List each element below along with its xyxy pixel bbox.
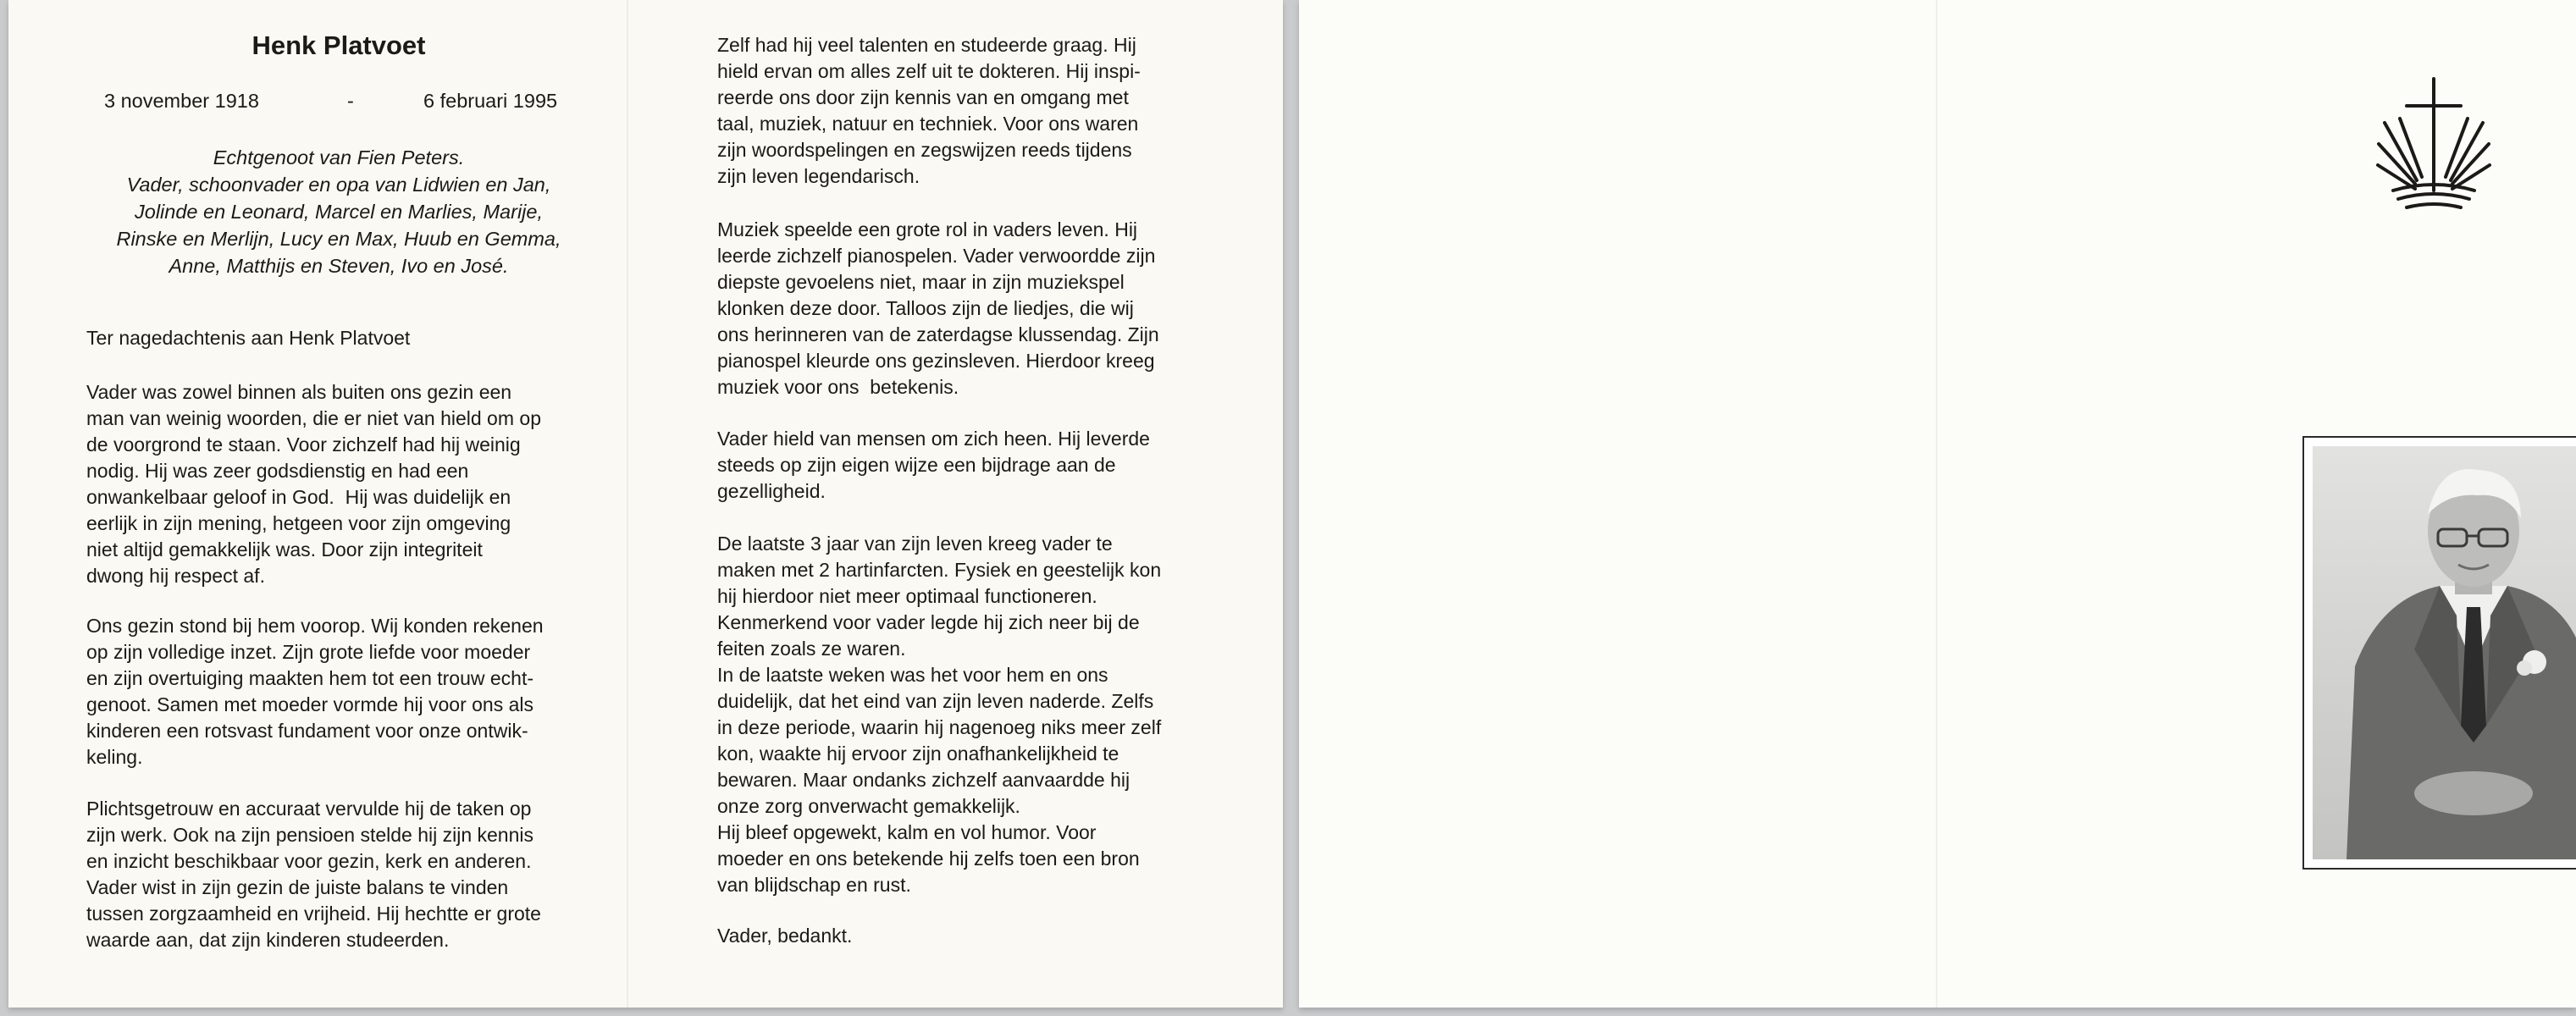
paragraph-line: dwong hij respect af. [86,565,265,587]
paragraph-line: feiten zoals ze waren. [717,638,906,660]
memorial-heading: Ter nagedachtenis aan Henk Platvoet [86,327,411,349]
card-fold [1936,0,1938,1008]
paragraph-line: gezelligheid. [717,480,826,502]
paragraph-line: Zelf had hij veel talenten en studeerde graag. Hij [717,34,1136,56]
paragraph-line: van blijdschap en rust. [717,874,911,896]
family-line: Jolinde en Leonard, Marcel en Marlies, Marije, [135,201,543,223]
paragraph-line: hield ervan om alles zelf uit te dokteren. Hij inspi- [717,60,1141,82]
paragraph-line: en inzicht beschikbaar voor gezin, kerk en anderen. [86,850,532,872]
paragraph-line: nodig. Hij was zeer godsdienstig en had een [86,460,469,482]
paragraph-line: Ons gezin stond bij hem voorop. Wij konden rekenen [86,615,544,637]
closing-line: Vader, bedankt. [717,925,853,947]
paragraph-line: De laatste 3 jaar van zijn leven kreeg vader te [717,533,1113,555]
family-list [8,144,669,279]
paragraph-line: diepste gevoelens niet, maar in zijn muziekspel [717,271,1125,293]
date-separator: - [347,90,354,112]
paragraph-line: en zijn overtuiging maakten hem tot een trouw echt- [86,667,534,689]
paragraph-line: Muziek speelde een grote rol in vaders leven. Hij [717,218,1138,240]
paragraph-line: Hij bleef opgewekt, kalm en vol humor. Voor [717,821,1097,843]
memorial-card-outside [1299,0,2576,1008]
paragraph-line: keling. [86,746,143,768]
paragraph-line: Vader hield van mensen om zich heen. Hij leverde [717,428,1150,450]
family-line: Echtgenoot van Fien Peters. [213,146,465,168]
paragraph-line: zijn leven legendarisch. [717,165,920,187]
family-line: Anne, Matthijs en Steven, Ivo en José. [169,255,509,277]
paragraph-line: de voorgrond te staan. Voor zichzelf had hij weinig [86,433,521,456]
paragraph-line: onze zorg onverwacht gemakkelijk. [717,795,1020,817]
paragraph-line: reerde ons door zijn kennis van en omgang met [717,86,1129,108]
paragraph-line: eerlijk in zijn mening, hetgeen voor zijn omgeving [86,512,511,534]
paragraph-line: moeder en ons betekende hij zelfs toen een bron [717,848,1140,870]
paragraph-line: in deze periode, waarin hij nagenoeg niks meer zelf [717,716,1162,738]
paragraph-line: hij hierdoor niet meer optimaal functioneren. [717,585,1097,607]
paragraph-line: man van weinig woorden, die er niet van hield om op [86,407,541,429]
paragraph-line: kinderen een rotsvast fundament voor onze ontwik- [86,720,528,742]
paragraph-line: waarde aan, dat zijn kinderen studeerden. [86,929,450,951]
paragraph-line: Vader wist in zijn gezin de juiste balans te vinden [86,876,509,898]
paragraph-line: taal, muziek, natuur en techniek. Voor ons waren [717,113,1139,135]
deceased-name: Henk Platvoet [252,30,426,60]
paragraph-line: muziek voor ons betekenis. [717,376,959,398]
death-date: 6 februari 1995 [423,90,558,112]
cross-with-rays-icon [2374,72,2493,216]
paragraph-line: In de laatste weken was het voor hem en ons [717,664,1108,686]
portrait-photo [2313,446,2576,859]
paragraph-line: niet altijd gemakkelijk was. Door zijn integriteit [86,538,483,560]
paragraph-line: op zijn volledige inzet. Zijn grote liefde voor moeder [86,641,531,663]
paragraph-line: Plichtsgetrouw en accuraat vervulde hij de taken op [86,798,532,820]
paragraph-line: tussen zorgzaamheid en vrijheid. Hij hechtte er grote [86,903,541,925]
portrait-frame [2302,436,2576,870]
paragraph-line: duidelijk, dat het eind van zijn leven naderde. Zelfs [717,690,1154,712]
paragraph-line: ons herinneren van de zaterdagse klussendag. Zijn [717,323,1159,345]
paragraph-line: zijn werk. Ook na zijn pensioen stelde hij zijn kennis [86,824,533,846]
paragraph-line: genoot. Samen met moeder vormde hij voor ons als [86,693,533,715]
paragraph-line: maken met 2 hartinfarcten. Fysiek en geestelijk kon [717,559,1162,581]
paragraph-line: leerde zichzelf pianospelen. Vader verwoordde zijn [717,245,1156,267]
paragraph-line: pianospel kleurde ons gezinsleven. Hierdoor kreeg [717,350,1155,372]
paragraph-line: klonken deze door. Talloos zijn de liedjes, die wij [717,297,1134,319]
paragraph-line: Vader was zowel binnen als buiten ons gezin een [86,381,512,403]
paragraph-line: zijn woordspelingen en zegswijzen reeds tijdens [717,139,1132,161]
paragraph-line: onwankelbaar geloof in God. Hij was duidelijk en [86,486,511,508]
paragraph-line: kon, waakte hij ervoor zijn onafhankelijkheid te [717,743,1119,765]
family-line: Rinske en Merlijn, Lucy en Max, Huub en Gemma, [116,228,561,250]
birth-date: 3 november 1918 [104,90,259,112]
paragraph-line: steeds op zijn eigen wijze een bijdrage aan de [717,454,1116,476]
portrait-illustration [2313,446,2576,859]
memorial-card-inside [8,0,1283,1008]
paragraph-line: Kenmerkend voor vader legde hij zich neer bij de [717,611,1140,633]
family-line: Vader, schoonvader en opa van Lidwien en Jan, [126,174,551,196]
paragraph-line: bewaren. Maar ondanks zichzelf aanvaardde hij [717,769,1130,791]
